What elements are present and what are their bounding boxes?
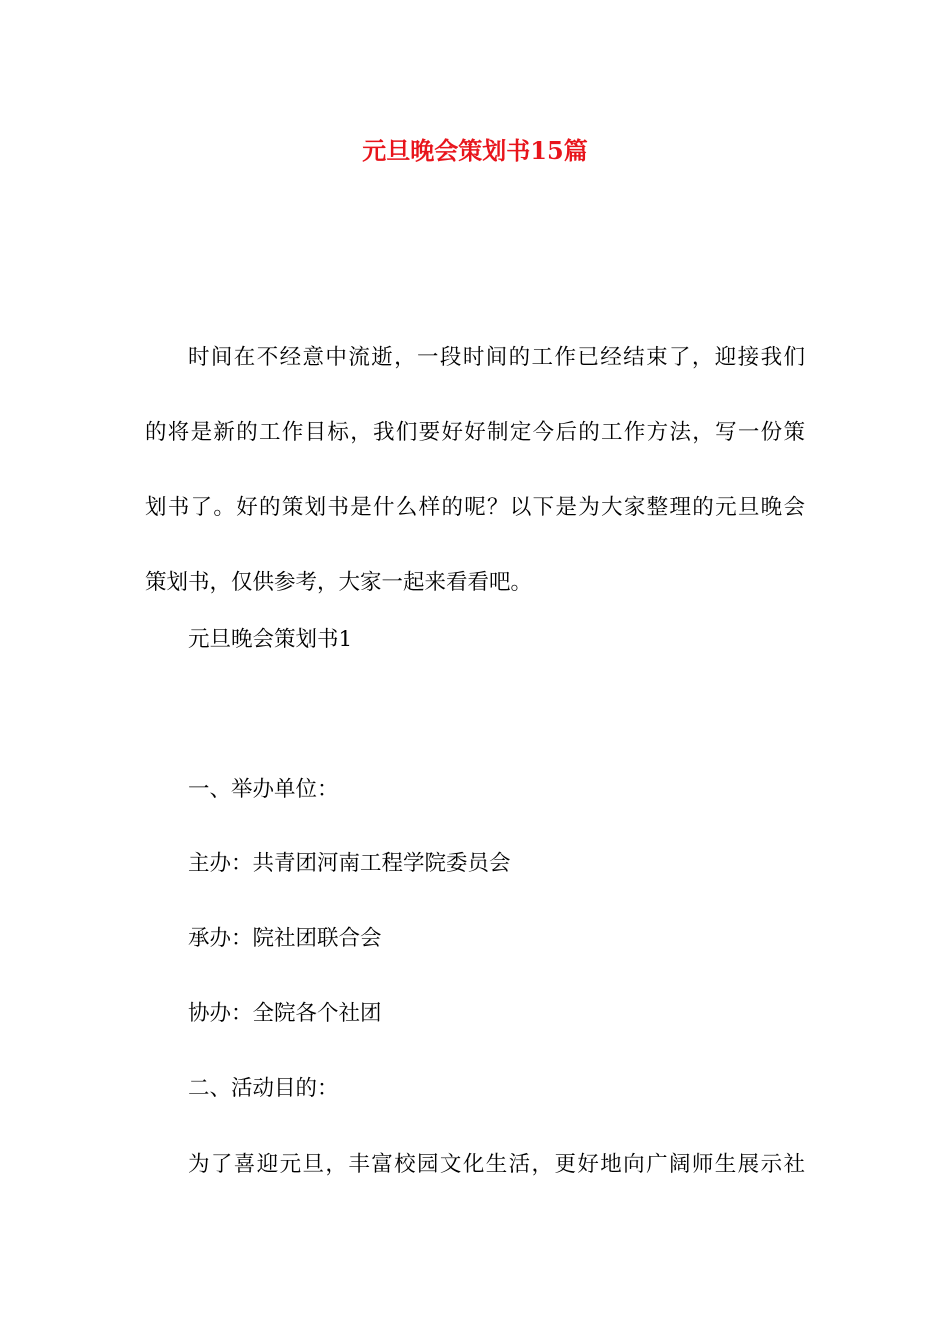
intro-line: 划书了。好的策划书是什么样的呢？以下是为大家整理的元旦晚会 (145, 495, 805, 520)
document-title: 元旦晚会策划书15篇 (362, 136, 588, 165)
organizer-line: 承办：院社团联合会 (188, 926, 382, 951)
intro-paragraph (145, 320, 805, 620)
intro-line: 策划书，仅供参考，大家一起来看看吧。 (145, 570, 533, 595)
intro-line: 的将是新的工作目标，我们要好好制定今后的工作方法，写一份策 (145, 420, 805, 445)
organizers-heading: 一、举办单位： (188, 777, 339, 802)
co-organizer-line: 协办：全院各个社团 (188, 1001, 382, 1026)
purpose-line: 为了喜迎元旦，丰富校园文化生活，更好地向广阔师生展示社 (188, 1152, 805, 1177)
section-heading: 元旦晚会策划书1 (188, 627, 353, 652)
purpose-heading: 二、活动目的： (188, 1076, 339, 1101)
intro-line: 时间在不经意中流逝，一段时间的工作已经结束了，迎接我们 (188, 345, 805, 370)
host-line: 主办：共青团河南工程学院委员会 (188, 851, 511, 876)
